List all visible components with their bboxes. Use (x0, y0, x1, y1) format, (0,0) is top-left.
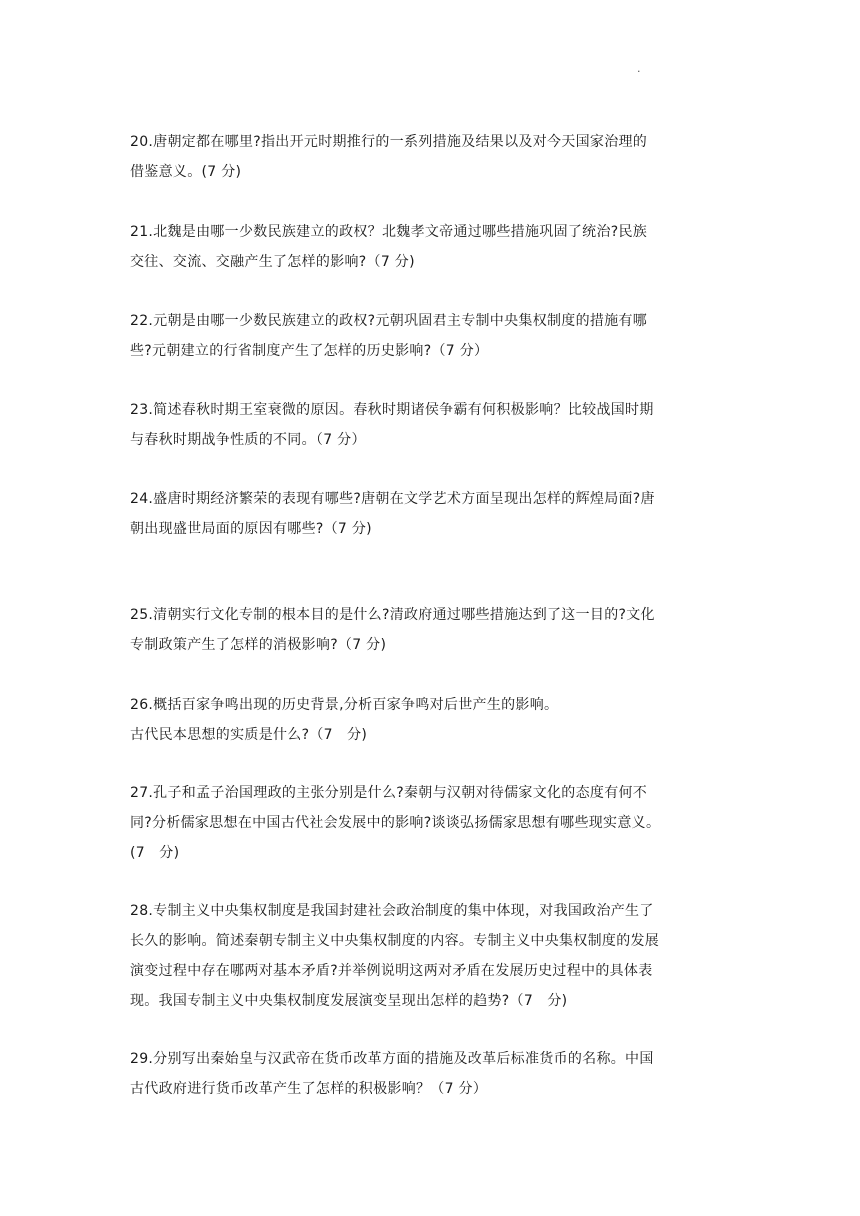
question-line: 朝出现盛世局面的原因有哪些?（7 分) (130, 521, 372, 537)
question-26 (130, 690, 730, 750)
question-line: 21.北魏是由哪一少数民族建立的政权？北魏孝文帝通过哪些措施巩固了统治?民族 (130, 224, 648, 240)
question-20 (130, 127, 730, 187)
question-line: 长久的影响。简述秦朝专制主义中央集权制度的内容。专制主义中央集权制度的发展 (130, 933, 660, 949)
question-line: 20.唐朝定都在哪里?指出开元时期推行的一系列措施及结果以及对今天国家治理的 (130, 134, 648, 150)
question-22 (130, 306, 730, 366)
question-25 (130, 600, 730, 660)
question-line: 些?元朝建立的行省制度产生了怎样的历史影响?（7 分） (130, 343, 489, 359)
question-27 (130, 778, 730, 868)
question-line: (7 分) (130, 845, 180, 861)
question-line: 现。我国专制主义中央集权制度发展演变呈现出怎样的趋势?（7 分) (130, 993, 568, 1009)
question-21 (130, 217, 730, 277)
question-line: 25.清朝实行文化专制的根本目的是什么?清政府通过哪些措施达到了这一目的?文化 (130, 607, 655, 623)
question-line: 交往、交流、交融产生了怎样的影响?（7 分) (130, 254, 415, 270)
question-line: 23.简述春秋时期王室衰微的原因。春秋时期诸侯争霸有何积极影响？比较战国时期 (130, 402, 654, 418)
question-line: 专制政策产生了怎样的消极影响?（7 分) (130, 637, 387, 653)
question-line: 22.元朝是由哪一少数民族建立的政权?元朝巩固君主专制中央集权制度的措施有哪 (130, 313, 648, 329)
page-mark: . (637, 62, 641, 75)
question-23 (130, 395, 730, 455)
question-line: 古代民本思想的实质是什么?（7 分) (130, 727, 368, 743)
question-line: 古代政府进行货币改革产生了怎样的积极影响？（7 分） (130, 1081, 488, 1097)
question-line: 28.专制主义中央集权制度是我国封建社会政治制度的集中体现，对我国政治产生了 (130, 903, 654, 919)
question-line: 29.分别写出秦始皇与汉武帝在货币改革方面的措施及改革后标准货币的名称。中国 (130, 1051, 654, 1067)
question-line: 同?分析儒家思想在中国古代社会发展中的影响?谈谈弘扬儒家思想有哪些现实意义。 (130, 815, 661, 831)
question-24 (130, 484, 730, 544)
question-28 (130, 896, 730, 1016)
question-line: 与春秋时期战争性质的不同。（7 分） (130, 432, 366, 448)
question-line: 26.概括百家争鸣出现的历史背景,分析百家争鸣对后世产生的影响。 (130, 697, 559, 713)
question-line: 借鉴意义。(7 分) (130, 164, 242, 180)
question-line: 演变过程中存在哪两对基本矛盾?并举例说明这两对矛盾在发展历史过程中的具体表 (130, 963, 653, 979)
question-line: 27.孔子和孟子治国理政的主张分别是什么?秦朝与汉朝对待儒家文化的态度有何不 (130, 785, 648, 801)
question-29 (130, 1044, 730, 1104)
question-line: 24.盛唐时期经济繁荣的表现有哪些?唐朝在文学艺术方面呈现出怎样的辉煌局面?唐 (130, 491, 655, 507)
